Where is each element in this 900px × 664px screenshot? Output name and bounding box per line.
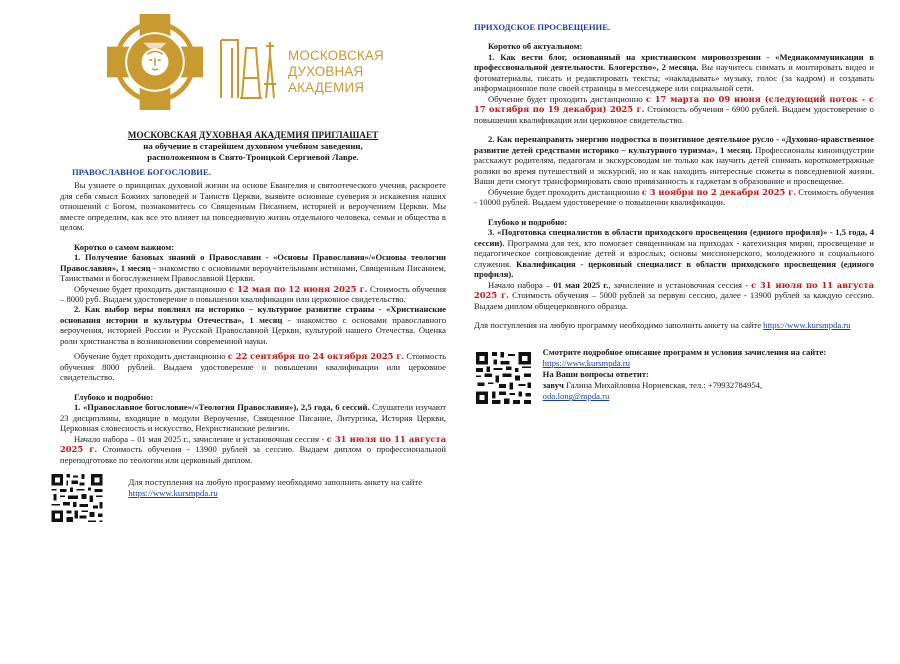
invite-title: МОСКОВСКАЯ ДУХОВНАЯ АКАДЕМИЯ ПРИГЛАШАЕТ <box>127 130 379 140</box>
invite-line-3: расположенном в Свято-Троицкой Сергиевой Лавре. <box>147 151 359 162</box>
program-history-culture <box>60 304 446 346</box>
apply-note-right <box>474 320 874 330</box>
contacts-block <box>543 347 874 403</box>
apply-text: Для поступления на любую программу необходимо заполнить анкету на сайте <box>474 320 764 331</box>
section-title-parish: ПРИХОДСКОЕ ПРОСВЕЩЕНИЕ. <box>474 22 611 32</box>
program-teen-tourism <box>474 134 874 186</box>
program-title: 3. «Подготовка специалистов в области приходского просвещения (единого профиля)» - 1,5 года, 4 сессии). <box>474 227 874 248</box>
contacts-email-link[interactable]: odo.long@mpda.ru <box>542 391 610 402</box>
terms-suffix: Стоимость обучения – 5000 рублей за первую сессию, далее - 13900 рублей за каждую сессию. Выдаем диплом общецерковного образца. <box>474 290 874 311</box>
program-desc: Слушатели изучают 23 дисциплины, входящие в модули Вероучение, Священное Писание, Литургика, История Церкви, Церковная словесность и искусство, Нехристианские религии. <box>60 402 446 434</box>
program-title: 1. Получение базовых знаний о Православии - «Основы Православия»/«Основы теологии Православия», 1 месяц <box>60 252 446 273</box>
program-dates: с 22 сентября по 24 октября 2025 г. <box>227 351 405 362</box>
program-title: 1. «Православное богословие»/«Теология Православия»), 2,5 года, 6 сессий. <box>74 402 370 413</box>
invite-line-2: на обучение в старейшем духовном учебном заведении, <box>143 141 363 152</box>
left-column <box>60 6 446 529</box>
header-logo <box>60 6 446 116</box>
terms-suffix: Стоимость обучения - 6900 рублей. Выдаем удостоверение о повышении квалификации или церковное свидетельство. <box>474 104 874 125</box>
qr-code-icon[interactable] <box>474 347 533 409</box>
terms-prefix: Обучение будет проходить дистанционно <box>74 283 229 294</box>
terms-prefix: Обучение будет проходить дистанционно <box>488 186 642 197</box>
parish-short-heading: Коротко об актуальном: <box>488 41 583 52</box>
program-base-terms <box>60 284 446 305</box>
orthodox-deep-heading: Глубоко и подробно: <box>74 391 154 402</box>
contacts-question-label: На Ваши вопросы ответит: <box>542 368 649 379</box>
academy-wordmark <box>288 48 384 95</box>
program-title: 2. Как перенаправить энергию подростка в позитивное деятельное русло - «Духовно-нравственное развитие детей средствами историко – культурного туризма», 1 месяц. <box>474 134 874 155</box>
invite-block <box>60 130 446 163</box>
program-dates: с 17 марта по 09 июня (следующий поток - с 17 октября по 19 декабря) 2025 г. <box>474 93 874 115</box>
section-title-orthodox: ПРАВОСЛАВНОЕ БОГОСЛОВИЕ. <box>72 166 211 177</box>
academy-line-1: МОСКОВСКАЯ <box>288 48 384 63</box>
program-desc: - знакомство с основными вероучительными истинами, Священным Писанием, Таинствами и богослужением Православной Церкви. <box>60 262 446 284</box>
apply-link[interactable]: https://www.kursmpda.ru <box>128 487 218 498</box>
parish-deep-heading: Глубоко и подробно: <box>488 216 568 227</box>
apply-text: Для поступления на любую программу необходимо заполнить анкету на сайте <box>128 477 423 488</box>
orthodox-short-heading: Коротко о самом важном: <box>74 241 175 252</box>
left-qr-row <box>60 467 446 529</box>
contacts-site-link[interactable]: https://www.kursmpda.ru <box>542 357 630 368</box>
qr-code-icon[interactable] <box>50 467 104 529</box>
program-blogging <box>474 52 874 94</box>
program-desc: Программа для тех, кто помогает священникам на приходах - катехизация мирян, просвещение и педагогическое сопровождение детей и взрослых; основы миссионерского, молодежного и социального служения. <box>474 237 874 269</box>
program-base-orthodoxy <box>60 252 446 283</box>
program-dates: с 31 июля по 11 августа 2025 г. <box>60 433 446 455</box>
contacts-row <box>474 347 874 409</box>
program-title: 1. Как вести блог, основанный на христианском мировоззрении - «Медиакоммуникации в профессиональной деятельности. Блогерство», 2 месяца. <box>474 51 874 73</box>
program-desc: Профессионалы киноиндустрии расскажут родителям, педагогам и экскурсоводам не только как научить детей снимать короткометражные ролики во время путешествий и экскурсий, но и как находить интересные сюжеты в повседневной жизни. Ваши дети смогут трансформировать свою привязанность к гаджетам в образование и просвещение. <box>474 144 874 187</box>
terms-prefix: Начало набора – <box>488 279 554 290</box>
terms-prefix: Начало набора – 01 мая 2025 г., зачисление и установочная сессия - <box>74 433 327 444</box>
program-theology <box>60 402 446 433</box>
program-parish-terms <box>474 280 874 311</box>
terms-suffix: Стоимость обучения - 13900 рублей за сессию. Выдаем диплом о профессиональной переподготовке по теологии или церковный диплом. <box>60 444 446 465</box>
mda-monogram-icon <box>218 34 278 102</box>
program-teen-terms <box>474 187 874 208</box>
terms-suffix: Стоимость обучения - 10000 рублей. Выдаем удостоверение о повышении квалификации. <box>474 186 874 208</box>
program-dates: с 31 июля по 11 августа 2025 г. <box>474 279 874 301</box>
apply-note-left <box>128 477 446 498</box>
academy-emblem-icon <box>106 14 204 110</box>
terms-suffix: Стоимость обучения – 8000 руб. Выдаем удостоверение о повышении квалификации или церковное свидетельство. <box>60 283 446 304</box>
program-dates: с 12 мая по 12 июня 2025 г. <box>228 283 368 294</box>
enrollment-start: 01 мая 2025 г. <box>553 279 609 290</box>
program-desc: Вы научитесь снимать и монтировать видео и фотоматериалы, писать и редактировать тексты; «накладывать» музыку, голос (за кадром) и создавать информационное поле своей страницы в мессенджере или социальной сети. <box>474 62 874 94</box>
academy-line-3: АКАДЕМИЯ <box>288 79 365 95</box>
program-dates: с 3 ноября по 2 декабря 2025 г. <box>641 186 797 197</box>
terms-prefix: Обучение будет проходить дистанционно <box>488 93 646 104</box>
terms-suffix: Стоимость обучения 8000 рублей. Выдаем удостоверение о повышении квалификации или церковное свидетельство. <box>60 351 447 383</box>
contacts-person: Галина Михайловна Нориевская, тел.: +79932784954, <box>563 380 763 391</box>
academy-line-2: ДУХОВНАЯ <box>288 63 364 79</box>
contacts-role: завуч <box>542 380 564 391</box>
program-parish-specialist <box>474 227 874 279</box>
right-column <box>474 22 874 409</box>
apply-link[interactable]: https://www.kursmpda.ru <box>763 320 851 331</box>
terms-middle: , зачисление и установочная сессия - <box>608 279 752 290</box>
program-blogging-terms <box>474 94 874 125</box>
contacts-site-label: Смотрите подробное описание программ и условия зачисления на сайте: <box>542 346 827 357</box>
program-desc: - знакомство с основами православного вероучения, историей России и Русской Православной Церкви, культурой нашего Отечества. Оценка роли христианства в возникновении современной науки. <box>60 314 446 346</box>
orthodox-intro: Вы узнаете о принципах духовной жизни на основе Евангелия и святоотеческого учения, раскроете для себя смысл Божиих заповедей и Таинств Церкви, выявите основные суеверия и искажения наших отношений с Богом, познакомитесь со Священным Писанием, историей и вероучением Церкви. Мы вместе определим, как все это влияет на повседневную жизнь отдельного человека, семьи и общества в целом. <box>60 180 446 233</box>
terms-prefix: Обучение будет проходить дистанционно <box>74 351 228 362</box>
program-qualification: Квалификация - церковный специалист в области приходского просвещения (единого профиля). <box>474 258 874 280</box>
program-title: 2. Как выбор веры повлиял на историко – культурное развитие страны - «Христианские основания истории и культуры Отечества», 1 месяц <box>60 304 446 325</box>
program-history-terms <box>60 351 446 382</box>
program-theology-terms <box>60 434 446 465</box>
